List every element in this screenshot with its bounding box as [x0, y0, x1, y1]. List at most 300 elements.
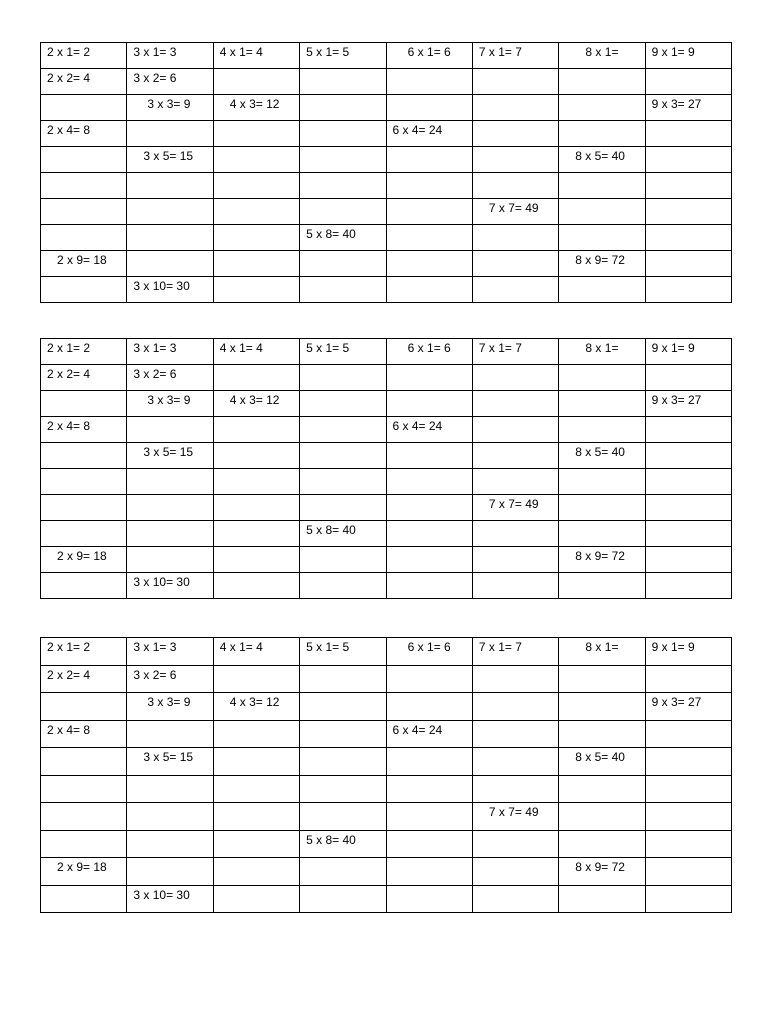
table-cell: [386, 147, 472, 173]
equation-text: 9 x 3= 27: [651, 393, 702, 407]
table-row: [41, 417, 732, 443]
equation-text: 9 x 1= 9: [651, 45, 695, 59]
table-cell: [213, 858, 299, 886]
table-row: [41, 573, 732, 599]
table-cell: [41, 573, 127, 599]
table-row: [41, 495, 732, 521]
equation-text: 2 x 2= 4: [47, 367, 91, 381]
table-cell: [213, 748, 299, 776]
table-cell: [300, 277, 386, 303]
table-cell: [559, 803, 645, 831]
table-cell: [41, 69, 127, 95]
table-cell: [127, 277, 213, 303]
table-cell: [300, 720, 386, 748]
equation-text: 8 x 9= 72: [575, 860, 625, 874]
table-row: [41, 225, 732, 251]
equation-text: 8 x 5= 40: [575, 750, 625, 764]
table-cell: [127, 885, 213, 913]
table-cell: [300, 693, 386, 721]
table-cell: [300, 803, 386, 831]
equation-text: 6 x 4= 24: [392, 722, 443, 737]
table-cell: [213, 495, 299, 521]
table-cell: [645, 495, 731, 521]
table-cell: [300, 469, 386, 495]
table-cell: [213, 147, 299, 173]
table-cell: [127, 443, 213, 469]
table-cell: [472, 443, 558, 469]
equation-text: 3 x 5= 15: [143, 750, 194, 764]
equation-text: 5 x 1= 5: [306, 640, 350, 654]
table-cell: [127, 365, 213, 391]
table-cell: [300, 775, 386, 803]
table-cell: [41, 720, 127, 748]
table-cell: [127, 830, 213, 858]
table-cell: [472, 775, 558, 803]
table-cell: [386, 121, 472, 147]
equation-text: 7 x 7= 49: [488, 201, 539, 215]
table-cell: [386, 417, 472, 443]
equation-text: 3 x 1= 3: [133, 45, 177, 59]
table-cell: [645, 693, 731, 721]
equation-text: 3 x 3= 9: [147, 97, 191, 111]
table-row: [41, 803, 732, 831]
table-cell: [645, 885, 731, 913]
table-row: [41, 443, 732, 469]
table-cell: [472, 720, 558, 748]
table-cell: [127, 339, 213, 365]
table-cell: [472, 665, 558, 693]
table-cell: [127, 251, 213, 277]
table-cell: [300, 885, 386, 913]
table-cell: [645, 95, 731, 121]
equation-text: 2 x 4= 8: [47, 123, 91, 137]
table-cell: [559, 69, 645, 95]
table-cell: [472, 365, 558, 391]
table-cell: [386, 638, 472, 666]
table-cell: [386, 43, 472, 69]
table-cell: [213, 803, 299, 831]
table-row: [41, 720, 732, 748]
equation-text: 5 x 1= 5: [306, 341, 350, 355]
table-cell: [213, 95, 299, 121]
table-cell: [472, 391, 558, 417]
table-cell: [41, 495, 127, 521]
table-cell: [559, 173, 645, 199]
table-cell: [559, 147, 645, 173]
table-row: [41, 365, 732, 391]
table-cell: [300, 365, 386, 391]
table-cell: [559, 469, 645, 495]
table-cell: [213, 391, 299, 417]
table-row: [41, 277, 732, 303]
equation-text: 3 x 1= 3: [133, 341, 177, 355]
table-cell: [559, 277, 645, 303]
equation-text: 5 x 8= 40: [306, 523, 356, 537]
table-cell: [645, 573, 731, 599]
equation-text: 3 x 2= 6: [133, 367, 177, 381]
table-cell: [386, 69, 472, 95]
table-cell: [127, 665, 213, 693]
equation-text: 6 x 1= 6: [407, 640, 451, 654]
equation-text: 8 x 1=: [585, 640, 619, 654]
equation-text: 8 x 9= 72: [575, 253, 625, 267]
table-cell: [386, 225, 472, 251]
table-cell: [386, 391, 472, 417]
table-cell: [472, 495, 558, 521]
table-cell: [386, 251, 472, 277]
table-cell: [213, 693, 299, 721]
table-cell: [472, 199, 558, 225]
table-cell: [41, 339, 127, 365]
equation-text: 2 x 2= 4: [47, 71, 91, 85]
table-cell: [127, 173, 213, 199]
table-cell: [300, 69, 386, 95]
table-cell: [41, 121, 127, 147]
equation-text: 2 x 1= 2: [47, 640, 91, 654]
table-cell: [127, 121, 213, 147]
table-cell: [645, 339, 731, 365]
table-cell: [386, 95, 472, 121]
table-cell: [127, 693, 213, 721]
table-cell: [386, 339, 472, 365]
table-cell: [645, 443, 731, 469]
table-row: [41, 665, 732, 693]
table-cell: [386, 365, 472, 391]
table-cell: [127, 775, 213, 803]
equation-text: 7 x 1= 7: [478, 341, 522, 355]
table-cell: [127, 469, 213, 495]
table-cell: [41, 443, 127, 469]
table-cell: [41, 521, 127, 547]
table-cell: [645, 417, 731, 443]
table-cell: [645, 391, 731, 417]
table-cell: [213, 417, 299, 443]
table-cell: [213, 830, 299, 858]
table-cell: [41, 365, 127, 391]
table-cell: [41, 547, 127, 573]
table-cell: [645, 365, 731, 391]
table-cell: [127, 69, 213, 95]
table-cell: [41, 277, 127, 303]
table-cell: [300, 95, 386, 121]
table-row: [41, 469, 732, 495]
equation-text: 8 x 9= 72: [575, 549, 625, 563]
equation-text: 7 x 1= 7: [478, 45, 522, 59]
table-cell: [472, 803, 558, 831]
table-cell: [645, 803, 731, 831]
table-cell: [472, 69, 558, 95]
times-table-grid-3: [40, 637, 732, 913]
table-cell: [41, 173, 127, 199]
table-cell: [300, 43, 386, 69]
table-cell: [645, 858, 731, 886]
table-cell: [386, 547, 472, 573]
table-row: [41, 638, 732, 666]
table-cell: [559, 665, 645, 693]
table-cell: [645, 665, 731, 693]
table-cell: [472, 95, 558, 121]
table-cell: [645, 147, 731, 173]
table-cell: [41, 803, 127, 831]
table-cell: [472, 417, 558, 443]
table-cell: [213, 225, 299, 251]
table-row: [41, 69, 732, 95]
table-cell: [300, 147, 386, 173]
table-cell: [213, 365, 299, 391]
table-cell: [559, 547, 645, 573]
table-cell: [645, 521, 731, 547]
table-cell: [41, 417, 127, 443]
equation-text: 3 x 10= 30: [133, 279, 190, 293]
table-cell: [386, 469, 472, 495]
table-cell: [559, 251, 645, 277]
table-cell: [645, 199, 731, 225]
equation-text: 7 x 7= 49: [488, 805, 539, 819]
table-cell: [386, 748, 472, 776]
table-cell: [645, 43, 731, 69]
table-cell: [300, 173, 386, 199]
equation-text: 6 x 1= 6: [407, 341, 451, 355]
table-cell: [213, 277, 299, 303]
table-cell: [127, 748, 213, 776]
table-cell: [41, 665, 127, 693]
table-cell: [472, 469, 558, 495]
table-cell: [559, 95, 645, 121]
equation-text: 4 x 3= 12: [229, 97, 280, 111]
equation-text: 2 x 9= 18: [57, 860, 107, 874]
equation-text: 2 x 4= 8: [47, 722, 91, 737]
table-cell: [213, 43, 299, 69]
table-cell: [386, 803, 472, 831]
equation-text: 3 x 10= 30: [133, 575, 190, 589]
table-cell: [386, 521, 472, 547]
table-cell: [472, 693, 558, 721]
table-cell: [559, 521, 645, 547]
table-cell: [472, 173, 558, 199]
table-cell: [41, 885, 127, 913]
table-row: [41, 521, 732, 547]
table-row: [41, 95, 732, 121]
table-row: [41, 121, 732, 147]
table-cell: [300, 121, 386, 147]
table-row: [41, 885, 732, 913]
equation-text: 9 x 3= 27: [651, 695, 702, 709]
table-row: [41, 748, 732, 776]
table-cell: [386, 665, 472, 693]
table-cell: [645, 173, 731, 199]
table-cell: [472, 830, 558, 858]
equation-text: 9 x 1= 9: [651, 640, 695, 654]
table-cell: [300, 251, 386, 277]
table-row: [41, 199, 732, 225]
equation-text: 2 x 9= 18: [57, 253, 107, 267]
equation-text: 3 x 3= 9: [147, 695, 191, 709]
table-cell: [213, 665, 299, 693]
table-cell: [213, 69, 299, 95]
table-cell: [559, 720, 645, 748]
table-cell: [127, 225, 213, 251]
table-cell: [300, 665, 386, 693]
table-cell: [645, 225, 731, 251]
table-cell: [645, 748, 731, 776]
table-cell: [300, 225, 386, 251]
table-cell: [645, 547, 731, 573]
table-cell: [41, 225, 127, 251]
table-cell: [645, 251, 731, 277]
table-cell: [41, 199, 127, 225]
table-cell: [559, 225, 645, 251]
table-cell: [300, 495, 386, 521]
table-cell: [300, 417, 386, 443]
table-cell: [559, 391, 645, 417]
table-cell: [559, 43, 645, 69]
equation-text: 6 x 4= 24: [392, 419, 443, 433]
table-row: [41, 775, 732, 803]
table-cell: [127, 495, 213, 521]
table-cell: [645, 69, 731, 95]
equation-text: 7 x 7= 49: [488, 497, 539, 511]
table-cell: [472, 858, 558, 886]
table-cell: [127, 573, 213, 599]
table-cell: [127, 547, 213, 573]
table-cell: [127, 391, 213, 417]
table-cell: [472, 277, 558, 303]
table-cell: [41, 693, 127, 721]
table-cell: [127, 638, 213, 666]
table-cell: [559, 199, 645, 225]
table-cell: [386, 199, 472, 225]
table-cell: [559, 885, 645, 913]
table-cell: [472, 225, 558, 251]
table-cell: [213, 547, 299, 573]
table-cell: [300, 830, 386, 858]
equation-text: 3 x 2= 6: [133, 667, 177, 682]
table-cell: [645, 775, 731, 803]
table-cell: [41, 748, 127, 776]
equation-text: 7 x 1= 7: [478, 640, 522, 654]
equation-text: 3 x 5= 15: [143, 149, 194, 163]
table-cell: [127, 95, 213, 121]
table-row: [41, 391, 732, 417]
table-cell: [300, 199, 386, 225]
equation-text: 2 x 1= 2: [47, 45, 91, 59]
table-cell: [41, 775, 127, 803]
table-cell: [559, 573, 645, 599]
table-cell: [559, 417, 645, 443]
table-cell: [559, 693, 645, 721]
table-cell: [386, 573, 472, 599]
times-table-grid-2: [40, 338, 732, 599]
table-cell: [213, 885, 299, 913]
table-cell: [300, 638, 386, 666]
table-cell: [41, 251, 127, 277]
times-table-grid-1: [40, 42, 732, 303]
table-cell: [559, 748, 645, 776]
table-cell: [127, 147, 213, 173]
table-cell: [41, 391, 127, 417]
table-cell: [41, 147, 127, 173]
table-cell: [300, 521, 386, 547]
table-cell: [213, 638, 299, 666]
table-cell: [386, 858, 472, 886]
table-cell: [559, 638, 645, 666]
equation-text: 5 x 1= 5: [306, 45, 350, 59]
table-cell: [472, 147, 558, 173]
table-cell: [472, 547, 558, 573]
table-cell: [645, 469, 731, 495]
table-row: [41, 693, 732, 721]
equation-text: 8 x 1=: [585, 341, 619, 355]
table-cell: [300, 391, 386, 417]
table-cell: [213, 469, 299, 495]
table-row: [41, 251, 732, 277]
equation-text: 6 x 1= 6: [407, 45, 451, 59]
equation-text: 8 x 5= 40: [575, 149, 625, 163]
table-row: [41, 147, 732, 173]
table-cell: [213, 521, 299, 547]
equation-text: 3 x 2= 6: [133, 71, 177, 85]
equation-text: 5 x 8= 40: [306, 227, 356, 241]
table-cell: [300, 443, 386, 469]
equation-text: 3 x 10= 30: [133, 887, 190, 902]
table-cell: [41, 469, 127, 495]
equation-text: 2 x 4= 8: [47, 419, 91, 433]
table-cell: [559, 830, 645, 858]
table-cell: [300, 339, 386, 365]
table-cell: [41, 830, 127, 858]
equation-text: 8 x 1=: [585, 45, 619, 59]
equation-text: 5 x 8= 40: [306, 832, 356, 847]
table-cell: [41, 638, 127, 666]
table-cell: [559, 121, 645, 147]
table-cell: [472, 748, 558, 776]
equation-text: 4 x 1= 4: [219, 640, 263, 654]
table-cell: [386, 443, 472, 469]
table-cell: [559, 775, 645, 803]
table-cell: [127, 43, 213, 69]
table-row: [41, 173, 732, 199]
table-cell: [559, 339, 645, 365]
table-cell: [645, 121, 731, 147]
equation-text: 4 x 1= 4: [219, 341, 263, 355]
table-cell: [300, 858, 386, 886]
table-cell: [213, 199, 299, 225]
table-cell: [127, 803, 213, 831]
equation-text: 4 x 1= 4: [219, 45, 263, 59]
table-cell: [386, 720, 472, 748]
table-cell: [472, 339, 558, 365]
table-cell: [213, 720, 299, 748]
equation-text: 2 x 2= 4: [47, 667, 91, 682]
table-cell: [472, 43, 558, 69]
equation-text: 2 x 9= 18: [57, 549, 107, 563]
table-cell: [559, 495, 645, 521]
equation-text: 3 x 5= 15: [143, 445, 194, 459]
table-cell: [386, 775, 472, 803]
equation-text: 4 x 3= 12: [229, 393, 280, 407]
table-cell: [472, 521, 558, 547]
table-row: [41, 547, 732, 573]
table-cell: [472, 638, 558, 666]
table-cell: [559, 858, 645, 886]
table-cell: [213, 173, 299, 199]
table-cell: [472, 251, 558, 277]
table-cell: [386, 173, 472, 199]
table-row: [41, 858, 732, 886]
table-cell: [300, 748, 386, 776]
table-cell: [645, 720, 731, 748]
table-cell: [213, 443, 299, 469]
